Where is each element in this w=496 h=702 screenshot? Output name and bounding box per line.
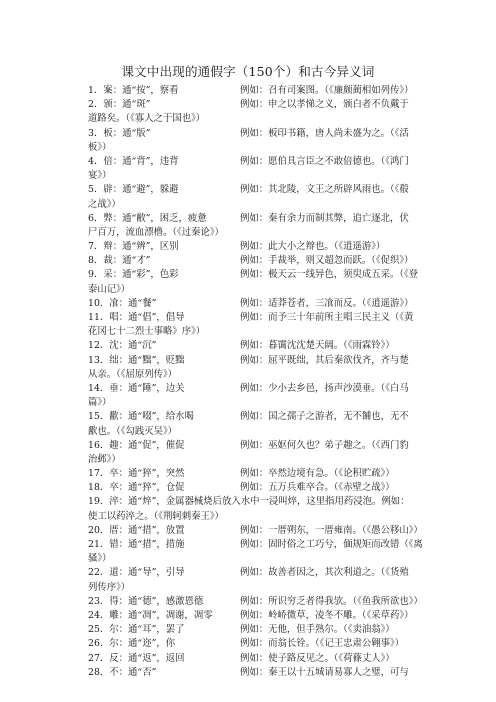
entry-headword: 26．尔：通“迩”，你	[88, 638, 176, 650]
entry-headword: 24．雕：通“凋”，凋谢，凋零	[88, 609, 213, 621]
entry-item	[88, 98, 423, 126]
entry-headword: 21．错：通“措”，措施	[88, 539, 185, 550]
entry-item	[88, 339, 423, 353]
entry-example: 例如：申之以孝悌之义，颁白者不负戴于	[240, 99, 409, 111]
entry-continuation: 治邺》）	[88, 453, 121, 465]
entry-example: 例如：秦有余力而制其弊，追亡逐北，伏	[240, 212, 409, 224]
entry-item	[88, 467, 423, 481]
entry-continuation: 尸百万，流血漂橹。（《过秦论》）	[88, 226, 224, 238]
entry-item	[88, 354, 423, 382]
entry-row	[88, 652, 423, 666]
entry-item	[88, 666, 423, 680]
entry-headword: 17．卒：通“猝”，突然	[88, 468, 185, 480]
entry-headword: 6．弊：通“敝”，困乏，疲惫	[88, 212, 207, 224]
entry-headword: 15．歠：通“啜”，给水喝	[88, 411, 194, 423]
entry-example: 例如：屈平既绌，其后秦欲伐齐，齐与楚	[240, 354, 409, 366]
entry-headword: 13．绌：通“黜”，贬黜	[88, 354, 185, 366]
entry-continuation: 花冈七十二烈士事略》序》）	[88, 326, 206, 338]
entry-item	[88, 240, 423, 254]
entry-headword: 10．飡：通“餐”	[88, 297, 157, 309]
entry-example: 例如：国之孺子之游者，无不餔也，无不	[240, 411, 409, 423]
entry-example: 例如：固时俗之工巧兮，偭规矩而改错（《离	[240, 539, 423, 550]
entry-item	[88, 254, 423, 268]
entry-headword: 27．反：通“返”，返回	[88, 652, 185, 664]
entry-example: 例如：一厝朔东，一厝雍南。（《愚公移山》）	[240, 524, 423, 536]
entry-item	[88, 212, 423, 240]
entry-headword: 14．垂：通“陲”，边关	[88, 382, 185, 394]
entry-row	[88, 155, 423, 169]
entry-headword: 2．颁：通“斑”	[88, 99, 151, 111]
entry-headword: 23．得：通“德”，感激恩德	[88, 595, 204, 607]
entry-row	[88, 538, 423, 552]
entry-continuation: 歠也。（《勾践灭吴》）	[88, 425, 178, 437]
entry-example: 例如：愿伯具言臣之不敢倍德也。（《鸿门	[240, 155, 409, 167]
entry-example: 例如：秦王以十五城请易寡人之璧，可与	[240, 666, 409, 678]
entry-example: 例如：暮霭沈沈楚天阔。（《雨霖铃》）	[240, 340, 395, 352]
entry-example: 例如：板印书籍，唐人尚未盛为之。（《活	[240, 127, 409, 139]
entry-headword: 4．倍：通“背”，违背	[88, 155, 179, 167]
entry-row	[88, 240, 423, 254]
entry-example: 例如：使子路反见之。（《荷蓧丈人》）	[240, 652, 395, 664]
entry-row	[88, 524, 423, 538]
entry-row	[88, 410, 423, 424]
entry-example: 例如：此大小之辩也。（《逍遥游》）	[240, 241, 386, 253]
entry-item	[88, 481, 423, 495]
entry-row	[88, 637, 423, 651]
entry-continuation: 骚》）	[88, 553, 112, 565]
entry-item	[88, 524, 423, 538]
entry-item	[88, 297, 423, 311]
entry-headword: 1．案：通“按”，察看	[88, 85, 179, 96]
entry-headword: 9．采：通“彩”，色彩	[88, 269, 179, 281]
entry-item	[88, 495, 423, 523]
entry-headword: 8．裁：通“才”	[88, 255, 151, 267]
entry-headword: 12．沈：通“沉”	[88, 340, 157, 352]
entry-headword: 22．道：通“导”，引导	[88, 567, 185, 579]
entry-headword: 16．趣：通“促”，催促	[88, 439, 185, 451]
entry-list	[88, 84, 423, 680]
document-title: 课文中出现的通假字（150个）和古今异义词	[121, 64, 375, 79]
entry-row	[88, 254, 423, 268]
entry-example: 例如：少小去乡邑，扬声沙漠垂。（《白马	[240, 382, 409, 394]
entry-row	[88, 212, 423, 226]
entry-example: 例如：所识穷乏者得我欤。（《鱼我所欲也》）	[240, 595, 423, 607]
entry-item	[88, 637, 423, 651]
entry-row	[88, 382, 423, 396]
entry-continuation: 道路矣。（《寡人之于国也》）	[88, 113, 206, 125]
entry-row	[88, 183, 423, 197]
entry-row	[88, 609, 423, 623]
entry-item	[88, 623, 423, 637]
entry-example: 例如：巫妪何久也？弟子趣之。（《西门豹	[240, 439, 409, 451]
entry-continuation: 列传序》）	[88, 581, 131, 593]
entry-example: 例如：卒然边境有急。（《论积贮疏》）	[240, 468, 395, 480]
entry-headword: 25．尔：通“耳”，罢了	[88, 624, 185, 636]
entry-continuation: 篇》）	[88, 397, 112, 409]
entry-item	[88, 155, 423, 183]
entry-item	[88, 609, 423, 623]
entry-item	[88, 268, 423, 296]
entry-row	[88, 311, 423, 325]
entry-example: 例如：五万兵难卒合。（《赤壁之战》）	[240, 482, 395, 494]
entry-row	[88, 339, 423, 353]
entry-example: 例如：无他，但手熟尔。（《卖油翁》）	[240, 624, 395, 636]
entry-example: 例如：故善者因之，其次利道之。（《货殖	[240, 567, 409, 579]
entry-item	[88, 311, 423, 339]
entry-continuation: 泰山记》）	[88, 283, 131, 295]
entry-example: 例如：极天云一线异色，须臾成五采。（《登	[240, 269, 419, 281]
entry-item	[88, 566, 423, 594]
entry-continuation: 从亲。（《屈原列传》）	[88, 368, 178, 380]
entry-example: 例如：手裁举，则又超忽而跃。（《促织》）	[240, 255, 414, 267]
entry-continuation: 之战》）	[88, 198, 121, 210]
entry-item	[88, 410, 423, 438]
entry-item	[88, 595, 423, 609]
entry-row	[88, 98, 423, 112]
entry-headword: 20．厝：通“措”，放置	[88, 524, 185, 536]
entry-row	[88, 268, 423, 282]
entry-item	[88, 382, 423, 410]
entry-row	[88, 439, 423, 453]
entry-row	[88, 297, 423, 311]
entry-example: 例如：而翁长铨。（《记王忠肃公翱事》）	[240, 638, 405, 650]
entry-row	[88, 595, 423, 609]
entry-headword: 28．不：通“否”	[88, 666, 157, 678]
entry-headword: 7．辩：通“辨”，区别	[88, 241, 179, 253]
entry-headword: 11．唱：通“倡”，倡导	[88, 312, 185, 323]
entry-item	[88, 127, 423, 155]
entry-headword: 18．卒：通“猝”，仓促	[88, 482, 185, 494]
entry-continuation: 宴》）	[88, 170, 112, 182]
entry-row	[88, 566, 423, 580]
entry-row	[88, 467, 423, 481]
entry-row	[88, 354, 423, 368]
entry-headword: 5．辟：通“避”，躲避	[88, 184, 179, 196]
entry-item	[88, 652, 423, 666]
entry-example: 例如：召有司案图。（《廉颇蔺相如列传》）	[240, 85, 414, 96]
entry-item	[88, 439, 423, 467]
entry-item	[88, 538, 423, 566]
entry-example: 例如：其北陵，文王之所辟风雨也。（《殽	[240, 184, 409, 196]
entry-row	[88, 127, 423, 141]
entry-item	[88, 84, 423, 98]
entry-row	[88, 623, 423, 637]
entry-full-line: 19．淬：通“焠”，金属器械烧后放入水中一浸叫焠，这里指用药浸泡。例如：	[88, 496, 410, 508]
entry-row	[88, 481, 423, 495]
entry-continuation: 使工以药淬之。（《荆轲刺秦王》）	[88, 510, 224, 522]
entry-item	[88, 183, 423, 211]
entry-row	[88, 84, 423, 98]
entry-example: 例如：而予三十年前所主唱三民主义（《黄	[240, 312, 414, 323]
entry-continuation: 板》）	[88, 141, 112, 153]
entry-example: 例如：适莽苍者，三飡而反。（《逍遥游》）	[240, 297, 414, 309]
entry-example: 例如：岭峤微草，凌冬不雕。（《采草药》）	[240, 609, 414, 621]
entry-headword: 3．板：通“版”	[88, 127, 151, 139]
entry-row	[88, 666, 423, 680]
